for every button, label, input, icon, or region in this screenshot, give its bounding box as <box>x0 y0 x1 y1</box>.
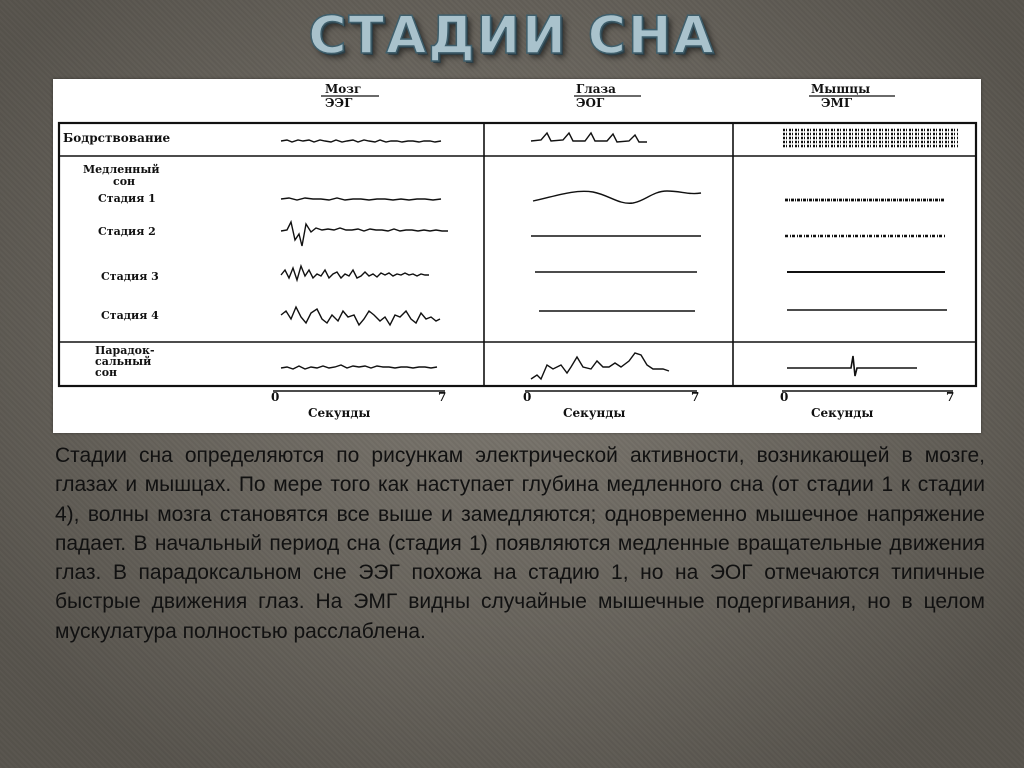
emg-wake-trace <box>783 130 958 146</box>
axis-eog-end: 7 <box>691 390 700 404</box>
eeg-stage2-trace <box>281 222 448 246</box>
sleep-recording-diagram <box>53 79 981 433</box>
row-label-stage-1: Стадия 1 <box>98 192 156 205</box>
column-header-brain: Мозг <box>325 82 362 96</box>
row-label-stage-2: Стадия 2 <box>98 225 156 238</box>
emg-rem-trace <box>787 356 917 376</box>
emg-traces <box>783 130 958 376</box>
eeg-wake-trace <box>281 140 441 142</box>
axis-eeg-end: 7 <box>438 390 447 404</box>
row-label-slow-sleep: Медленный <box>83 163 160 176</box>
axis-eog-start: 0 <box>523 390 532 404</box>
eog-rem-trace <box>531 353 669 379</box>
row-label-stage-4: Стадия 4 <box>101 309 159 322</box>
eeg-stage4-trace <box>281 307 440 325</box>
eog-stage1-trace <box>533 191 701 203</box>
row-label-rem: Парадок- <box>95 344 155 357</box>
column-header-eog: ЭОГ <box>576 96 605 110</box>
axis-eeg-start: 0 <box>271 390 280 404</box>
row-label-rem-2: сальный <box>95 355 152 368</box>
row-label-wake: Бодрствование <box>63 131 171 145</box>
row-label-slow-sleep-2: сон <box>113 175 136 188</box>
axis-emg-label: Секунды <box>811 406 874 420</box>
eeg-stage3-trace <box>281 266 429 280</box>
column-header-eyes: Глаза <box>576 82 616 96</box>
column-header-emg: ЭМГ <box>821 96 853 110</box>
description-paragraph: Стадии сна определяются по рисункам электрической активности, возникающей в мозге, глазах и мышцах. По мере того как наступает глубина медленного сна (от стадии 1 к стадии 4), волны мозга становятся все выше и замедляются; одновременно мышечное напряжение падает. В начальный период сна (стадия 1) появляются медленные вращательные движения глаз. В парадоксальном сне ЭЭГ похожа на стадию 1, но на ЭОГ отмечаются типичные быстрые движения глаз. На ЭМГ видны случайные мышечные подергивания, но в целом мускулатура полностью расслаблена. <box>55 444 985 643</box>
eeg-rem-trace <box>281 365 437 369</box>
column-header-muscles: Мышцы <box>811 82 871 96</box>
eeg-traces <box>281 140 448 369</box>
slide-title: СТАДИИ СНА <box>308 6 716 66</box>
axis-emg-start: 0 <box>780 390 789 404</box>
column-header-eeg: ЭЭГ <box>325 96 353 110</box>
table-frame <box>59 123 976 386</box>
axis-emg-end: 7 <box>946 390 955 404</box>
eeg-stage1-trace <box>281 198 441 200</box>
row-label-rem-3: сон <box>95 366 118 379</box>
axis-eog-label: Секунды <box>563 406 626 420</box>
row-label-stage-3: Стадия 3 <box>101 270 159 283</box>
sleep-stages-figure <box>53 79 981 433</box>
eog-wake-trace <box>531 133 647 142</box>
axis-eeg-label: Секунды <box>308 406 371 420</box>
